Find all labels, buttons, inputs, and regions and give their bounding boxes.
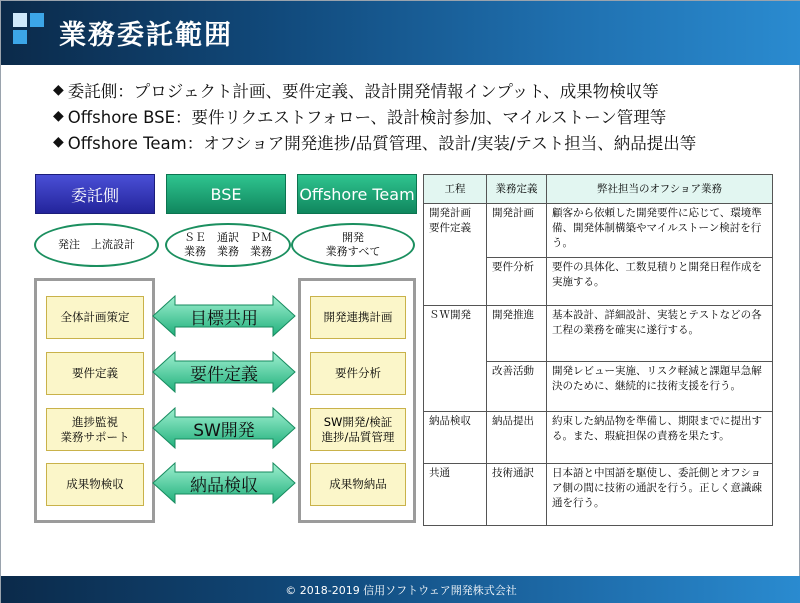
desc-cell: 基本設計、詳細設計、実装とテストなどの各工程の業務を確実に遂行する。 [547, 306, 773, 362]
diamond-bullet-icon: ◆ [53, 82, 64, 98]
ellipse-line: 開発 [342, 231, 364, 244]
desc-cell: 約束した納品物を準備し、期限までに提出する。また、瑕疵担保の責務を果たす。 [547, 412, 773, 464]
arrow-label: 目標共用 [190, 308, 258, 329]
text-line: 成果物検収 [66, 477, 124, 491]
phase-cell [424, 204, 487, 258]
diamond-bullet-icon: ◆ [53, 108, 64, 124]
bullet-item [53, 77, 773, 103]
table-row [424, 258, 773, 306]
table-row [424, 412, 773, 464]
header-bar [1, 1, 800, 65]
ellipse-line: 業務 業務 業務 [184, 245, 272, 258]
role-client: 委託側 [35, 174, 155, 214]
double-arrow [151, 406, 297, 450]
phase-cell: ＳＷ開発 [424, 306, 487, 362]
task-cell: 要件分析 [487, 258, 547, 306]
bullet-item [53, 129, 773, 155]
table-row [424, 306, 773, 362]
client-item [46, 352, 144, 395]
double-arrow [151, 350, 297, 394]
table-header-cell: 工程 [424, 175, 487, 204]
phase-cell [424, 362, 487, 412]
text-line: SW開発/検証 [323, 414, 393, 429]
client-item [46, 463, 144, 506]
bullet-text: 委託側：プロジェクト計画、要件定義、設計開発情報インプット、成果物検収等 [67, 82, 659, 101]
text-line: 要件定義 [429, 222, 471, 234]
task-cell: 納品提出 [487, 412, 547, 464]
task-cell: 開発推進 [487, 306, 547, 362]
team-duty-ellipse [291, 223, 415, 267]
table-header-cell: 業務定義 [487, 175, 547, 204]
text-line: 要件定義 [72, 366, 118, 380]
ellipse-line: ＳＥ 通訳 ＰＭ [184, 231, 272, 244]
bse-duty-ellipse [165, 223, 291, 267]
task-cell: 開発計画 [487, 204, 547, 258]
duty-table [423, 174, 773, 526]
phase-cell [424, 258, 487, 306]
double-arrow [151, 461, 297, 505]
role-offshore-team: Offshore Team [297, 174, 417, 214]
text-line: 開発計画 [429, 207, 471, 219]
logo-squares-icon [13, 13, 47, 47]
text-line: 開発連携計画 [323, 310, 393, 324]
client-duty-ellipse [34, 223, 159, 267]
team-column [298, 278, 416, 523]
arrow-label: SW開発 [193, 420, 255, 441]
ellipse-line: 業務すべて [325, 245, 381, 258]
table-row [424, 362, 773, 412]
client-column [34, 278, 155, 523]
bullet-list [53, 77, 773, 155]
desc-cell: 要件の具体化、工数見積りと開発日程作成を実施する。 [547, 258, 773, 306]
phase-cell: 共通 [424, 464, 487, 526]
table-row [424, 464, 773, 526]
role-bse: BSE [166, 174, 286, 214]
arrow-label: 納品検収 [190, 475, 258, 496]
text-line: 全体計画策定 [60, 310, 130, 324]
text-line: 要件分析 [335, 366, 381, 380]
bullet-text: Offshore BSE：要件リクエストフォロー、設計検討参加、マイルストーン管理等 [67, 108, 667, 127]
team-item [310, 463, 406, 506]
table-row [424, 204, 773, 258]
diamond-bullet-icon: ◆ [53, 134, 64, 150]
copyright-text: © 2018-2019 信用ソフトウェア開発株式会社 [285, 584, 517, 597]
desc-cell: 日本語と中国語を駆使し、委託側とオフショア側の間に技術の通訳を行う。正しく意識疎通を行う。 [547, 464, 773, 526]
desc-cell: 顧客から依頼した開発要件に応じて、環境準備、開発体制構築やマイルストーン検討を行う。 [547, 204, 773, 258]
text-line: 進捗/品質管理 [321, 429, 395, 444]
ellipse-line: 発注 上流設計 [58, 238, 135, 251]
text-line: 成果物納品 [329, 477, 387, 491]
team-item [310, 352, 406, 395]
text-line: 進捗監視 [72, 414, 118, 429]
table-header-cell: 弊社担当のオフショア業務 [547, 175, 773, 204]
bullet-item [53, 103, 773, 129]
arrow-label: 要件定義 [190, 364, 258, 385]
team-item [310, 408, 406, 451]
table-header-row [424, 175, 773, 204]
client-item [46, 408, 144, 451]
bullet-text: Offshore Team：オフショア開発進捗/品質管理、設計/実装/テスト担当、納品提出等 [67, 134, 697, 153]
team-item [310, 296, 406, 339]
footer-bar [1, 576, 800, 603]
text-line: 業務サポート [60, 429, 130, 444]
task-cell: 改善活動 [487, 362, 547, 412]
client-item [46, 296, 144, 339]
task-cell: 技術通訳 [487, 464, 547, 526]
page-title: 業務委託範囲 [59, 20, 233, 51]
desc-cell: 開発レビュー実施、リスク軽減と課題早急解決のために、継続的に技術支援を行う。 [547, 362, 773, 412]
phase-cell: 納品検収 [424, 412, 487, 464]
double-arrow [151, 294, 297, 338]
